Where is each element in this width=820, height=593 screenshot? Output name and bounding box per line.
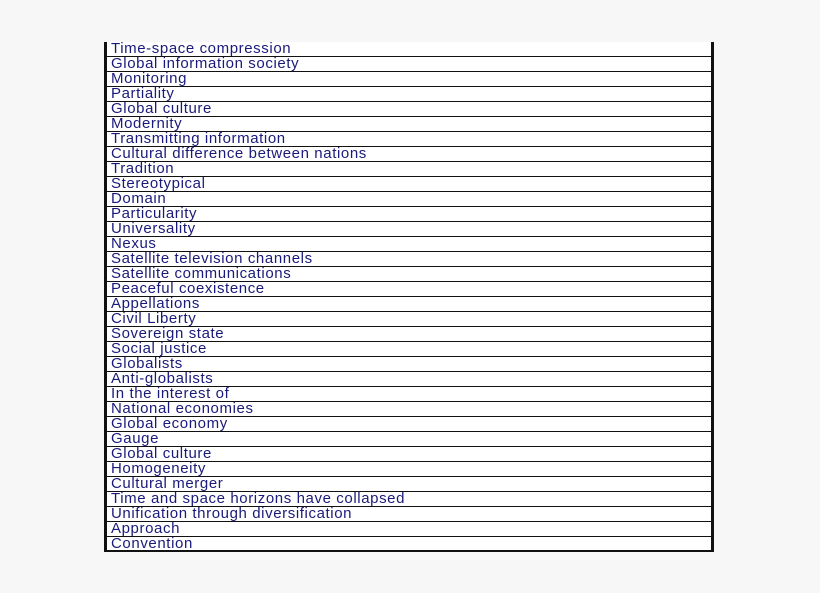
- table-row: Time-space compression: [107, 42, 711, 57]
- table-row: Peaceful coexistence: [107, 282, 711, 297]
- table-row: Global economy: [107, 417, 711, 432]
- table-row: Modernity: [107, 117, 711, 132]
- table-row: Universality: [107, 222, 711, 237]
- table-row: Social justice: [107, 342, 711, 357]
- table-row: Appellations: [107, 297, 711, 312]
- table-row: Satellite television channels: [107, 252, 711, 267]
- table-row: Convention: [111, 537, 193, 552]
- table-row: Particularity: [107, 207, 711, 222]
- table-row: Unification through diversification: [107, 507, 711, 522]
- table-row: Partiality: [107, 87, 711, 102]
- table-row: Globalists: [107, 357, 711, 372]
- table-row: Global culture: [107, 447, 711, 462]
- table-row: Sovereign state: [107, 327, 711, 342]
- table-row: Global culture: [107, 102, 711, 117]
- table-row: Tradition: [107, 162, 711, 177]
- term-list: [107, 42, 711, 552]
- table-row: Time and space horizons have collapsed: [107, 492, 711, 507]
- table-row: Stereotypical: [107, 177, 711, 192]
- table-row: Domain: [107, 192, 711, 207]
- table-row: Nexus: [107, 237, 711, 252]
- table-row: Homogeneity: [107, 462, 711, 477]
- table-row: Cultural difference between nations: [107, 147, 711, 162]
- table-row: Gauge: [107, 432, 711, 447]
- table-row: Approach: [107, 522, 711, 537]
- table-row: Civil Liberty: [107, 312, 711, 327]
- table-row: Anti-globalists: [107, 372, 711, 387]
- table-row: Cultural merger: [107, 477, 711, 492]
- table-row: Transmitting information: [107, 132, 711, 147]
- table-row: National economies: [107, 402, 711, 417]
- table-row: Global information society: [107, 57, 711, 72]
- table-row: In the interest of: [107, 387, 711, 402]
- table-row: Satellite communications: [107, 267, 711, 282]
- table-row: Monitoring: [107, 72, 711, 87]
- terms-table: [104, 42, 714, 552]
